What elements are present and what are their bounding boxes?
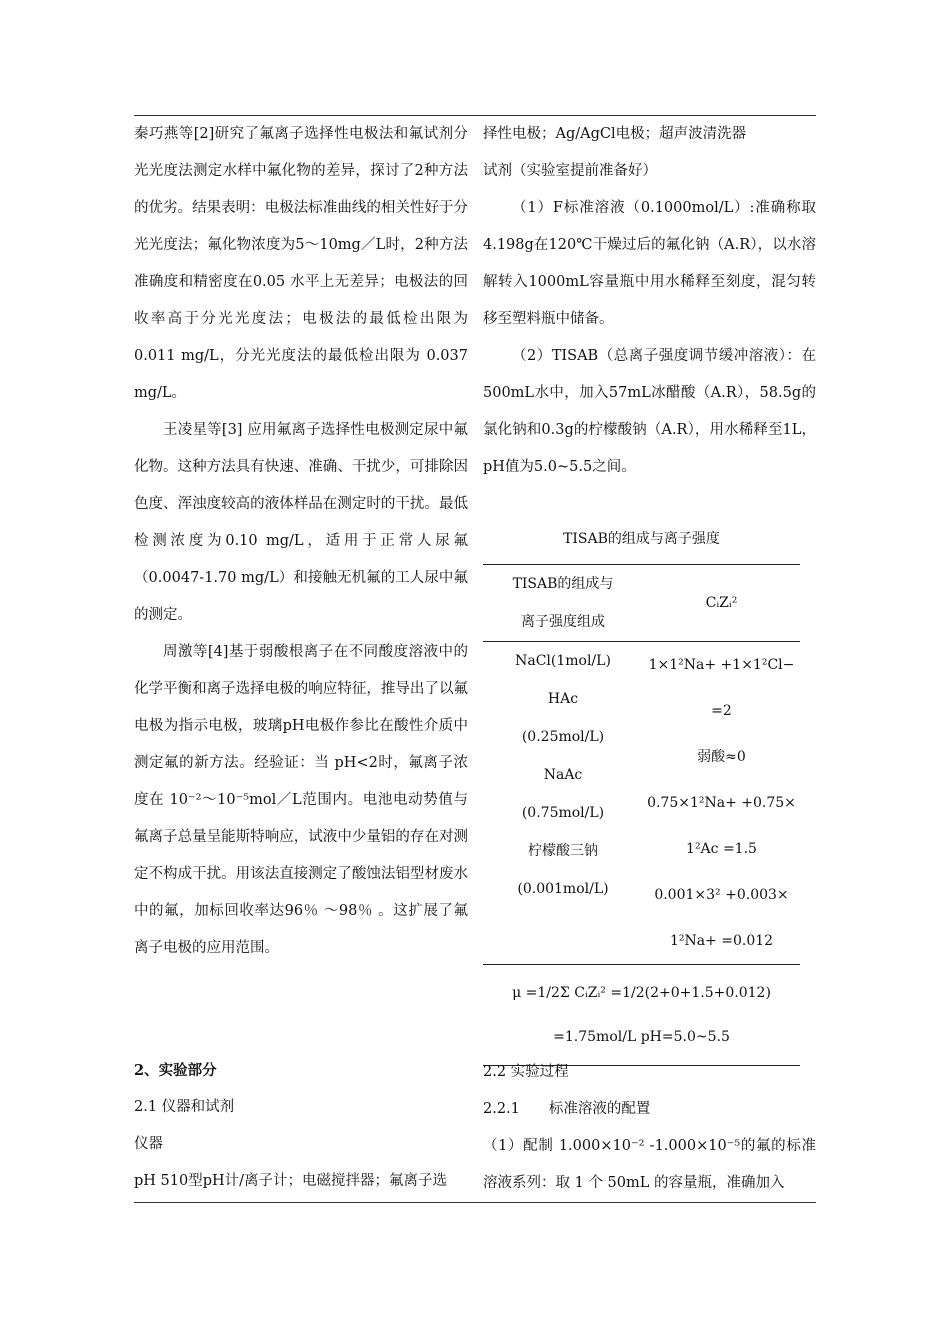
table-footer: μ =1/2Σ CᵢZᵢ² =1/2(2+0+1.5+0.012) =1.75mol/L pH=5.0~5.5 (512, 985, 771, 1045)
lower-right-section (483, 1054, 816, 1202)
bottom-rule (134, 1202, 816, 1203)
table-ionic-values: 1×1²Na+ +1×1²Cl− =2 弱酸≈0 0.75×1²Na+ +0.75× 1²Ac =1.5 0.001×3² +0.003× 1²Na+ =0.012 (647, 657, 796, 949)
section-heading: 2、实验部分 (134, 1062, 217, 1079)
tisab-table (483, 564, 800, 1066)
process-heading: 2.2 实验过程 (483, 1064, 569, 1080)
table-title: TISAB的组成与离子强度 (563, 531, 720, 547)
reagent-heading: 试剂（实验室提前准备好） (483, 163, 657, 179)
lower-left-section (134, 1052, 468, 1200)
left-column (134, 116, 468, 967)
subsection-heading: 2.1 仪器和试剂 (134, 1099, 235, 1115)
instrument-heading: 仪器 (134, 1136, 163, 1152)
table-header-left: TISAB的组成与 离子强度组成 (512, 576, 614, 630)
paragraph-qin: 秦巧燕等[2]研究了氟离子选择性电极法和氟试剂分光光度法测定水样中氟化物的差异，探讨了2种方法的优劣。结果表明：电极法标准曲线的相关性好于分光光度法；氟化物浓度为5～10mg／L时，2种方法准确度和精密度在0.05 水平上无差异；电极法的回收率高于分光光度法；电极法的最低检出限为 0.011 mg/L，分光光度法的最低检出限为 0.037 mg/L。 (134, 126, 468, 401)
reagent-f-standard: （1）F标准溶液（0.1000mol/L）:准确称取4.198g在120℃干燥过后的氟化钠（A.R），以水溶解转入1000mL容量瓶中用水稀释至刻度，混匀转移至塑料瓶中储备。 (483, 200, 816, 327)
right-column (483, 116, 816, 486)
standard-solution-text: （1）配制 1.000×10⁻² -1.000×10⁻⁵的氟的标准溶液系列：取 1 个 50mL 的容量瓶，准确加入 (483, 1138, 816, 1191)
instrument-continuation: 择性电极；Ag/AgCl电极；超声波清洗器 (483, 126, 747, 142)
table-components: NaCl(1mol/L) HAc (0.25mol/L) NaAc (0.75mol/L) 柠檬酸三钠 (0.001mol/L) (515, 653, 611, 897)
table-header-right: CᵢZᵢ² (705, 595, 738, 611)
standard-solution-heading: 2.2.1 标准溶液的配置 (483, 1101, 651, 1117)
instrument-list: pH 510型pH计/离子计；电磁搅拌器；氟离子选 (134, 1173, 448, 1189)
paragraph-wang: 王凌星等[3] 应用氟离子选择性电极测定尿中氟化物。这种方法具有快速、准确、干扰少，可排除因色度、浑浊度较高的液体样品在测定时的干扰。最低检测浓度为0.10 mg/L，适用于正常人尿氟（0.0047-1.70 mg/L）和接触无机氟的工人尿中氟的测定。 (134, 422, 468, 623)
paragraph-zhou: 周激等[4]基于弱酸根离子在不同酸度溶液中的化学平衡和离子选择电极的响应特征，推导出了以氟电极为指示电极，玻璃pH电极作参比在酸性介质中测定氟的新方法。经验证：当 pH<2时，氟离子浓度在 10⁻²～10⁻⁵mol／L范围内。电池电动势值与氟离子总量呈能斯特响应，试液中少量铝的存在对测定不构成干扰。用该法直接测定了酸蚀法铝型材废水中的氟，加标回收率达96％ ～98％ 。这扩展了氟离子电极的应用范围。 (134, 644, 468, 956)
reagent-tisab: （2）TISAB（总离子强度调节缓冲溶液）：在500mL水中，加入57mL冰醋酸（A.R），58.5g的氯化钠和0.3g的柠檬酸钠（A.R），用水稀释至1L，pH值为5.0~5.5之间。 (483, 348, 816, 475)
